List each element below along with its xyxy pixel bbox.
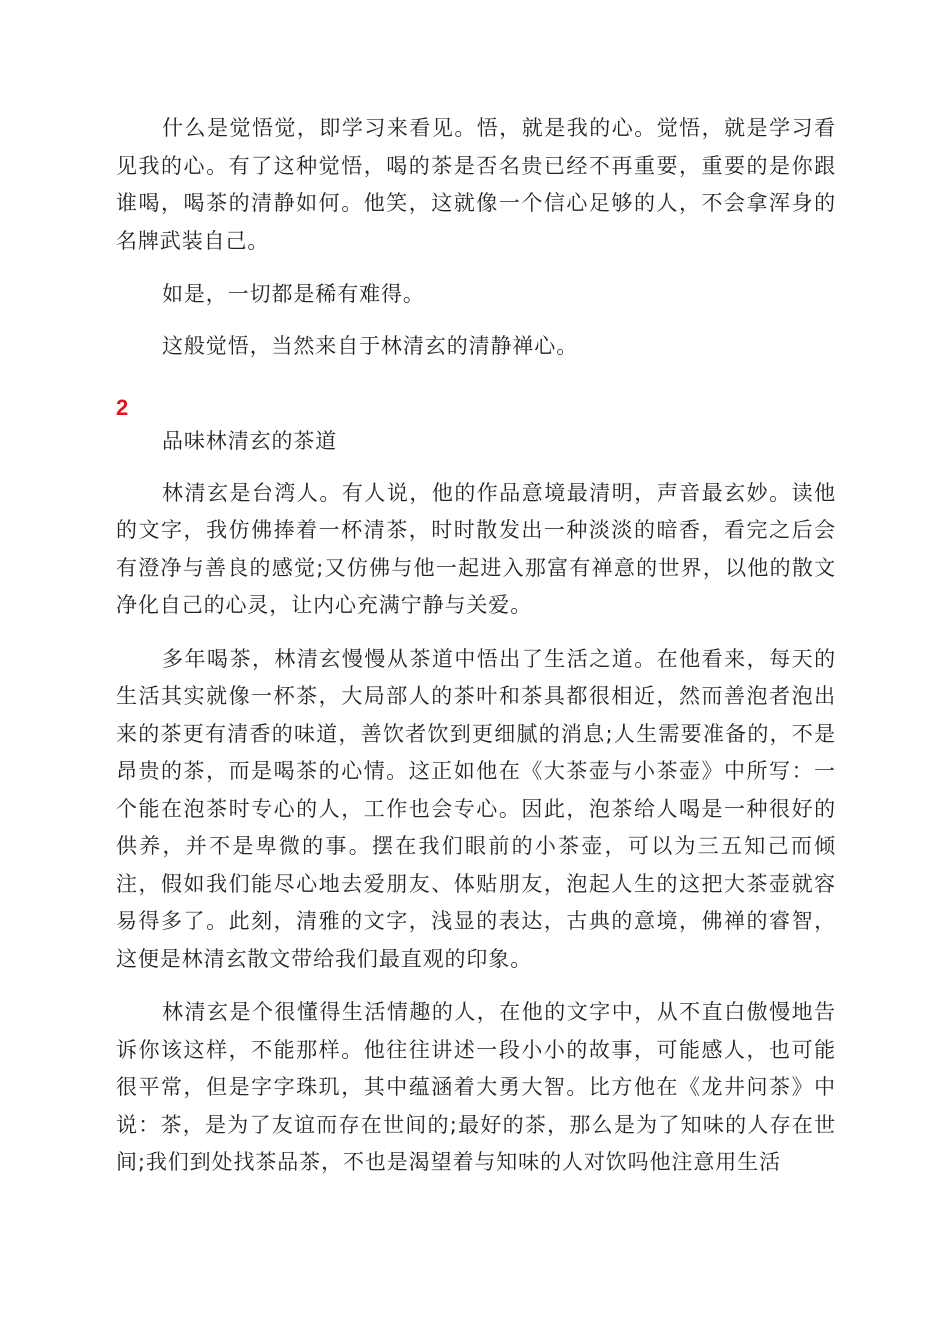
section-title: 品味林清玄的茶道 (162, 429, 338, 453)
section-number: 2 (116, 395, 129, 420)
paragraph-longjing: 林清玄是个很懂得生活情趣的人，在他的文字中，从不直白傲慢地告诉你该这样，不能那样。他往往讲述一段小小的故事，可能感人，也可能很平常，但是字字珠玑，其中蕴涵着大勇大智。比方他在《龙井问茶》中说：茶，是为了友谊而存在世间的;最好的茶，那么是为了知味的人存在世间;我们到处找茶品茶，不也是渴望着与知味的人对饮吗他注意用生活 (116, 1000, 836, 1174)
paragraph-tea-life: 多年喝茶，林清玄慢慢从茶道中悟出了生活之道。在他看来，每天的生活其实就像一杯茶，大局部人的茶叶和茶具都很相近，然而善泡者泡出来的茶更有清香的味道，善饮者饮到更细腻的消息;人生需要准备的，不是昂贵的茶，而是喝茶的心情。这正如他在《大茶壶与小茶壶》中所写：一个能在泡茶时专心的人，工作也会专心。因此，泡茶给人喝是一种很好的供养，并不是卑微的事。摆在我们眼前的小茶壶，可以为三五知己而倾注，假如我们能尽心地去爱朋友、体贴朋友，泡起人生的这把大茶壶就容易得多了。此刻，清雅的文字，浅显的表达，古典的意境，佛禅的睿智，这便是林清玄散文带给我们最直观的印象。 (116, 646, 836, 971)
paragraph-awakening: 什么是觉悟觉，即学习来看见。悟，就是我的心。觉悟，就是学习看见我的心。有了这种觉悟，喝的茶是否名贵已经不再重要，重要的是你跟谁喝，喝茶的清静如何。他笑，这就像一个信心足够的人，不会拿浑身的名牌武装自己。 (116, 116, 836, 253)
paragraph-rare: 如是，一切都是稀有难得。 (162, 282, 425, 306)
document-body (116, 110, 836, 1198)
section-number-spacer (116, 379, 836, 423)
paragraph-intro: 林清玄是台湾人。有人说，他的作品意境最清明，声音最玄妙。读他的文字，我仿佛捧着一杯清茶，时时散发出一种淡淡的暗香，看完之后会有澄净与善良的感觉;又仿佛与他一起进入那富有禅意的世界，以他的散文净化自己的心灵，让内心充满宁静与关爱。 (116, 480, 836, 617)
paragraph-source: 这般觉悟，当然来自于林清玄的清静禅心。 (162, 333, 579, 358)
